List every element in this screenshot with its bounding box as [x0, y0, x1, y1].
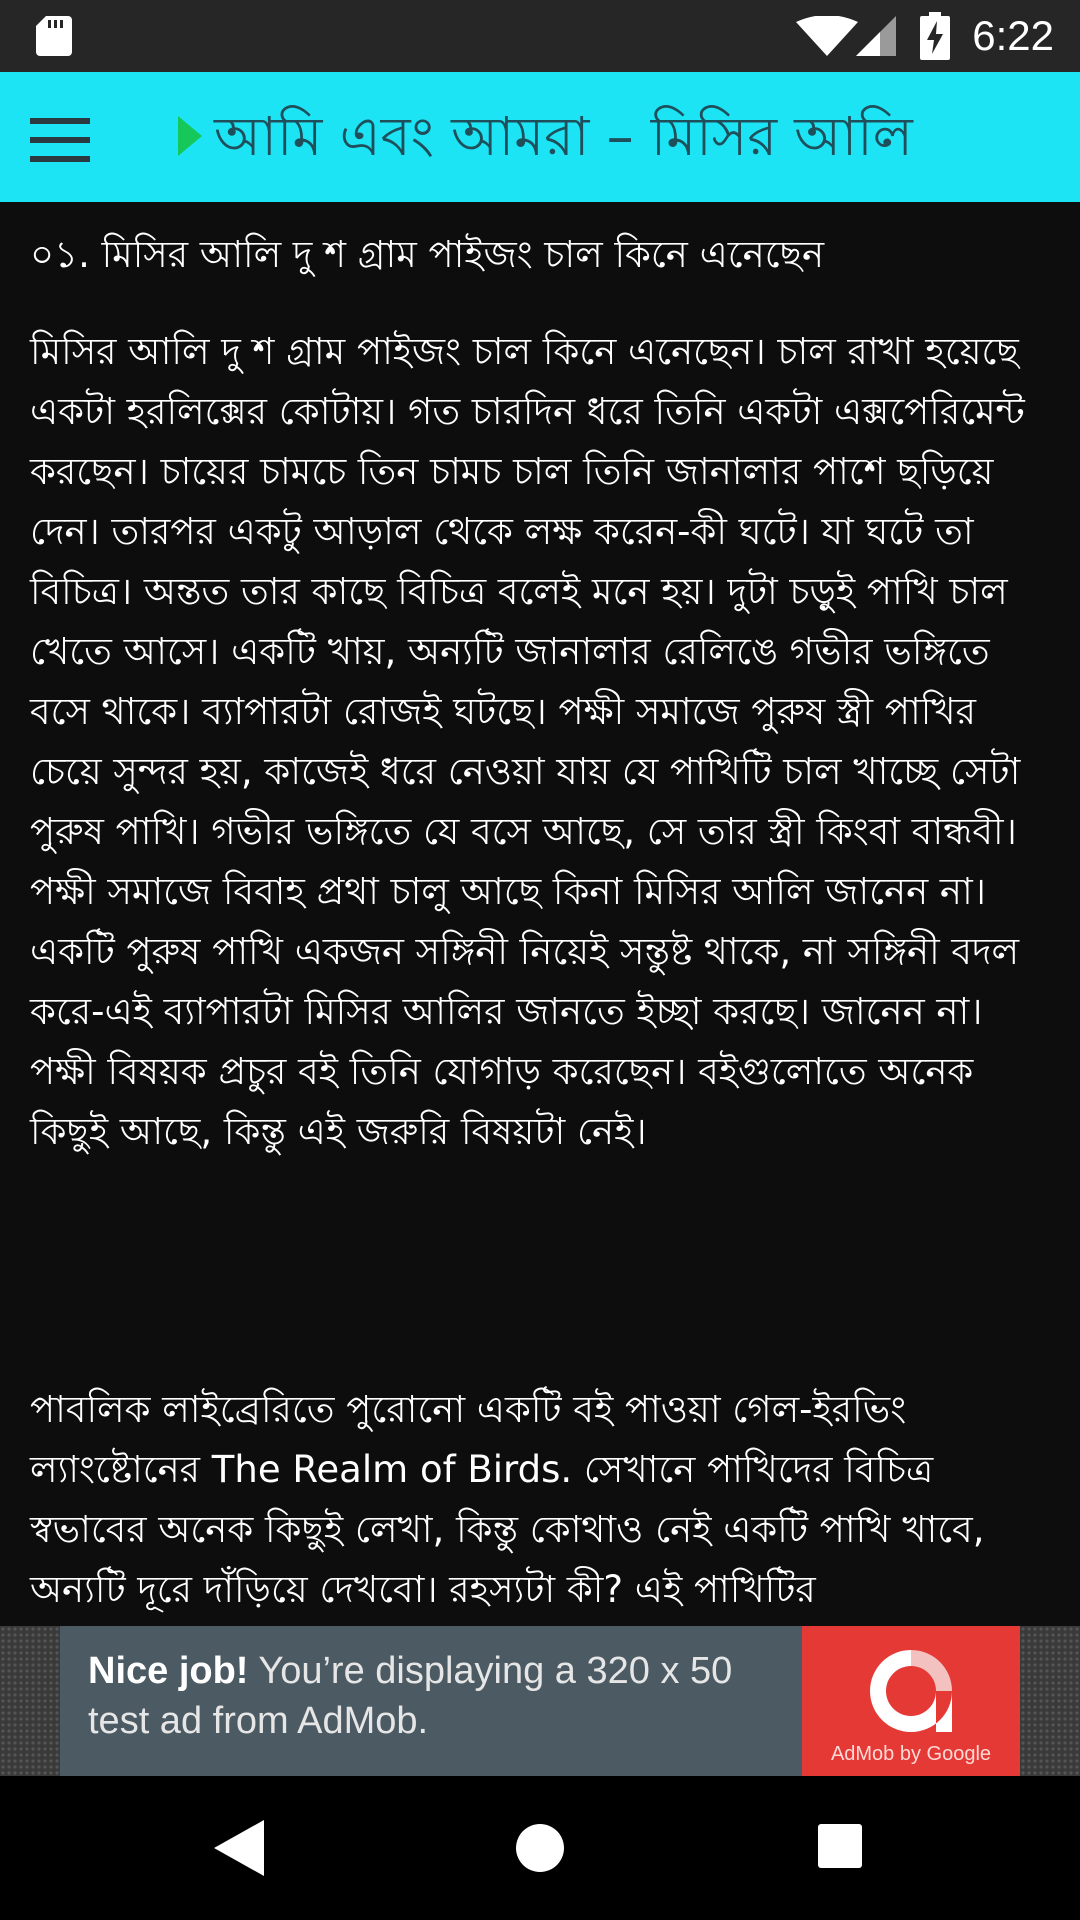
chapter-title: ০১. মিসির আলি দু শ গ্রাম পাইজং চাল কিনে এনেছেন: [30, 233, 825, 276]
ad-area: [0, 1626, 1080, 1776]
navigation-bar: [0, 1776, 1080, 1920]
ad-headline: Nice job!: [88, 1650, 249, 1692]
menu-line: [30, 156, 90, 162]
admob-logo-box: [802, 1626, 1020, 1776]
clock: 6:22: [972, 12, 1054, 59]
status-bar: [0, 0, 1080, 72]
admob-logo-icon: [866, 1646, 956, 1736]
signal-icon: [856, 16, 896, 56]
ad-brand: AdMob by Google: [830, 1743, 992, 1765]
back-triangle-icon[interactable]: [214, 1820, 264, 1876]
home-circle-icon[interactable]: [516, 1824, 564, 1872]
paragraph: মিসির আলি দু শ গ্রাম পাইজং চাল কিনে এনেছেন। চাল রাখা হয়েছে একটা হরলিক্সের কোটায়। গত চারদিন ধরে তিনি একটা এক্সপেরিমেন্ট করছেন। চায়ের চামচে তিন চামচ চাল তিনি জানালার পাশে ছড়িয়ে দেন। তারপর একটু আড়াল থেকে লক্ষ করেন-কী ঘটে। যা ঘটে তা বিচিত্র। অন্তত তার কাছে বিচিত্র বলেই মনে হয়। দুটা চড়ুই পাখি চাল খেতে আসে। একটি খায়, অন্যটি জানালার রেলিঙে গভীর ভঙ্গিতে বসে থাকে। ব্যাপারটা রোজই ঘটছে। পক্ষী সমাজে পুরুষ স্ত্রী পাখির চেয়ে সুন্দর হয়, কাজেই ধরে নেওয়া যায় যে পাখিটি চাল খাচ্ছে সেটা পুরুষ পাখি। গভীর ভঙ্গিতে যে বসে আছে, সে তার স্ত্রী কিংবা বান্ধবী। পক্ষী সমাজে বিবাহ প্রথা চালু আছে কিনা মিসির আলি জানেন না। একটি পুরুষ পাখি একজন সঙ্গিনী নিয়েই সন্তুষ্ট থাকে, না সঙ্গিনী বদল করে-এই ব্যাপারটা মিসির আলির জানতে ইচ্ছা করছে। জানেন না। পক্ষী বিষয়ক প্রচুর বই তিনি যোগাড় করেছেন। বইগুলোতে অনেক কিছুই আছে, কিন্তু এই জরুরি বিষয়টা নেই।: [30, 330, 1025, 1153]
ad-text: [88, 1646, 788, 1746]
menu-line: [30, 118, 90, 124]
battery-charging-icon: [920, 12, 950, 60]
ad-banner[interactable]: [60, 1626, 1020, 1776]
wifi-icon: [796, 16, 858, 56]
sd-card-icon: [36, 16, 72, 56]
app-bar: [0, 72, 1080, 202]
page-title: আমি এবং আমরা – মিসির আলি: [214, 105, 913, 168]
play-icon: [178, 116, 202, 156]
recents-square-icon[interactable]: [818, 1824, 862, 1868]
reading-content[interactable]: [0, 202, 1080, 1626]
paragraph: পাবলিক লাইব্রেরিতে পুরোনো একটি বই পাওয়া গেল-ইরভিং ল্যাংষ্টোনের The Realm of Birds. সেখানে পাখিদের বিচিত্র স্বভাবের অনেক কিছুই লেখা, কিন্তু কোথাও নেই একটি পাখি খাবে, অন্যটি দূরে দাঁড়িয়ে দেখবো। রহস্যটা কী? এই পাখিটির: [30, 1388, 985, 1611]
menu-line: [30, 137, 90, 143]
hamburger-menu-icon[interactable]: [20, 100, 100, 180]
ad-body: You’re displaying a 320 x 50 test ad from AdMob.: [88, 1650, 733, 1742]
